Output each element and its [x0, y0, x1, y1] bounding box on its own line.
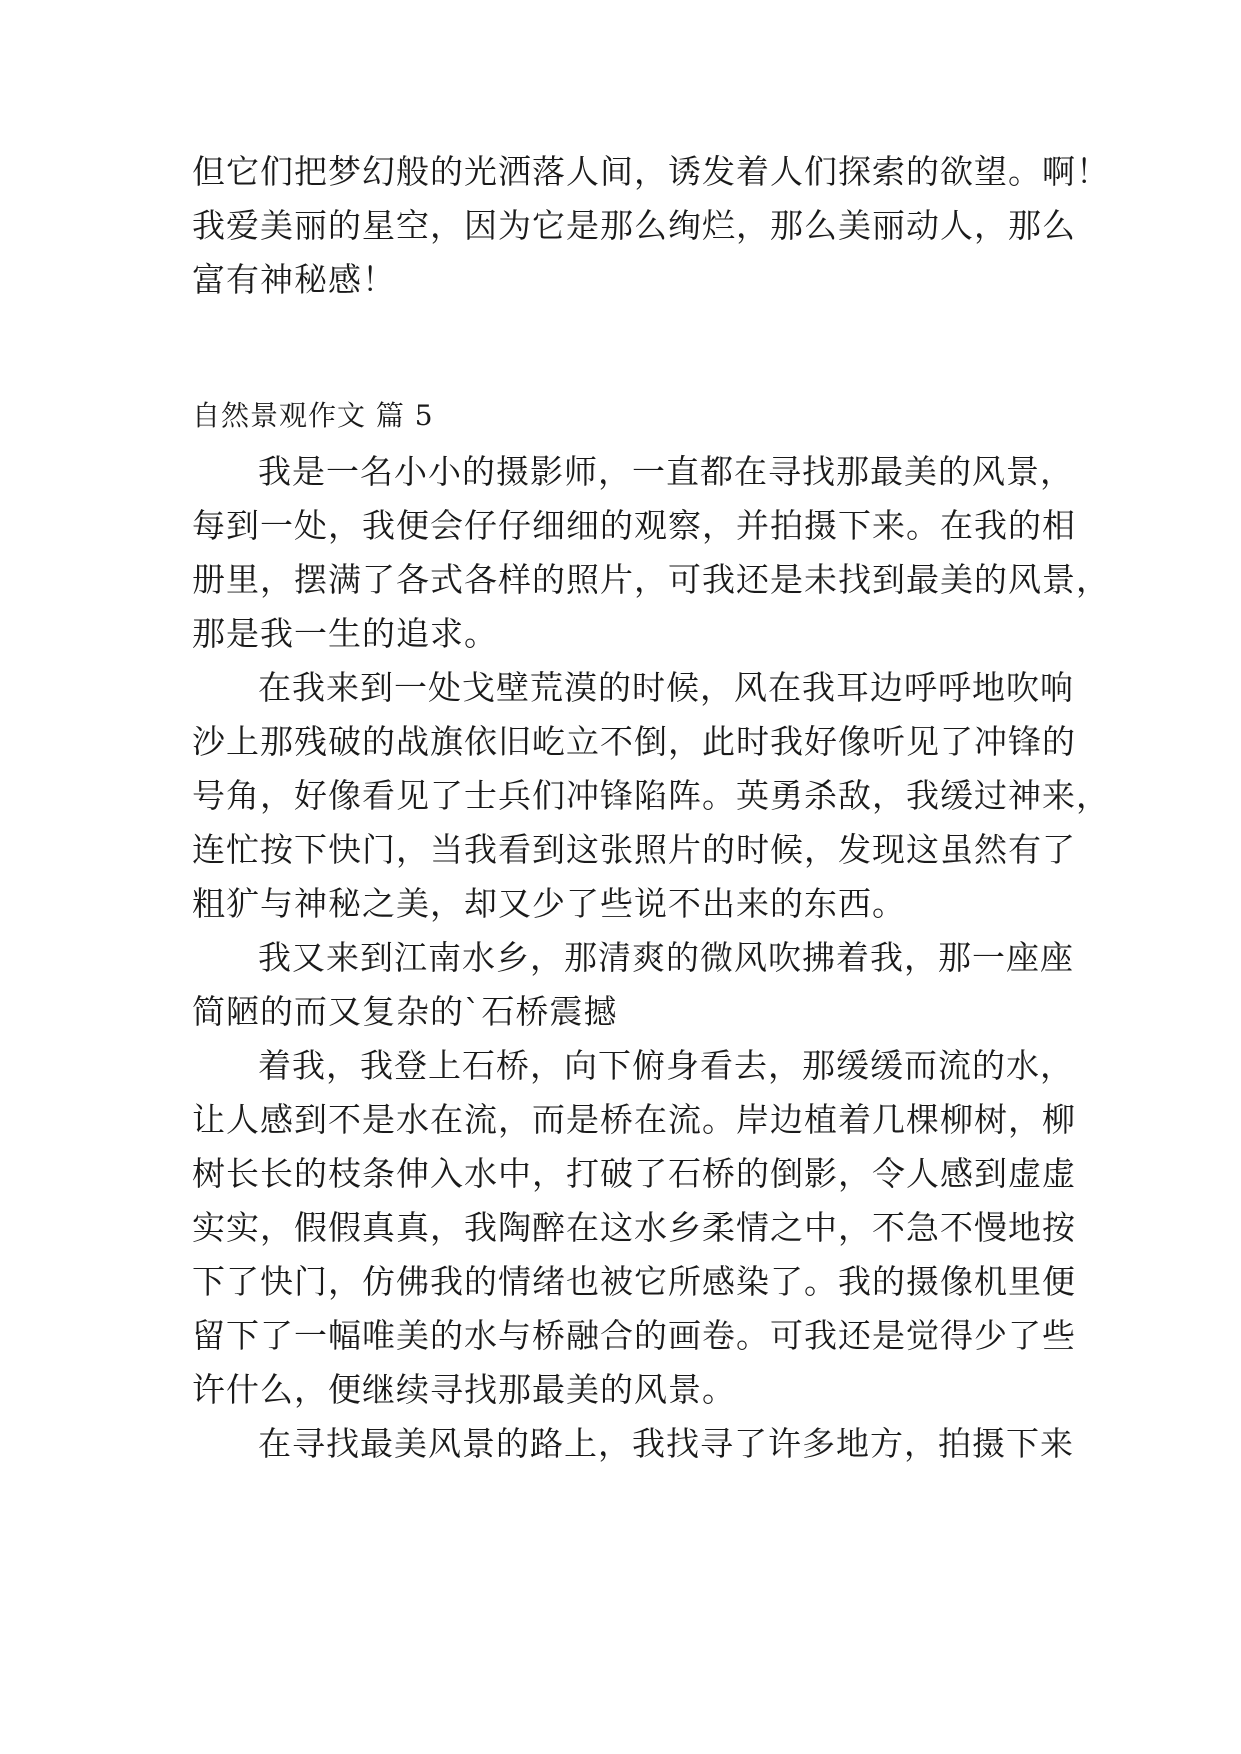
- paragraph-line: 树长长的枝条伸入水中，打破了石桥的倒影，令人感到虚虚: [192, 1154, 1076, 1193]
- paragraph-line: 号角，好像看见了士兵们冲锋陷阵。英勇杀敌，我缓过神来，: [192, 776, 1110, 815]
- section-heading: 自然景观作文 篇 5: [192, 399, 434, 432]
- paragraph-line: 在寻找最美风景的路上，我找寻了许多地方，拍摄下来: [258, 1424, 1074, 1463]
- paragraph-line: 在我来到一处戈壁荒漠的时候，风在我耳边呼呼地吹响: [258, 668, 1074, 707]
- paragraph-line: 许什么，便继续寻找那最美的风景。: [192, 1370, 736, 1409]
- paragraph-line: 下了快门，仿佛我的情绪也被它所感染了。我的摄像机里便: [192, 1262, 1076, 1301]
- paragraph-line: 连忙按下快门，当我看到这张照片的时候，发现这虽然有了: [192, 830, 1076, 869]
- paragraph-line: 着我，我登上石桥，向下俯身看去，那缓缓而流的水，: [258, 1046, 1074, 1085]
- paragraph-line: 简陋的而又复杂的`石桥震撼: [192, 992, 618, 1031]
- intro-line-2: 我爱美丽的星空，因为它是那么绚烂，那么美丽动人，那么: [192, 206, 1076, 245]
- paragraph-line: 那是我一生的追求。: [192, 614, 498, 653]
- paragraph-line: 我是一名小小的摄影师，一直都在寻找那最美的风景，: [258, 452, 1074, 491]
- paragraph-line: 粗犷与神秘之美，却又少了些说不出来的东西。: [192, 884, 906, 923]
- paragraph-line: 沙上那残破的战旗依旧屹立不倒，此时我好像听见了冲锋的: [192, 722, 1076, 761]
- intro-line-1: 但它们把梦幻般的光洒落人间，诱发着人们探索的欲望。啊！: [192, 152, 1110, 191]
- paragraph-line: 每到一处，我便会仔仔细细的观察，并拍摄下来。在我的相: [192, 506, 1076, 545]
- paragraph-line: 册里，摆满了各式各样的照片，可我还是未找到最美的风景，: [192, 560, 1110, 599]
- paragraph-line: 让人感到不是水在流，而是桥在流。岸边植着几棵柳树，柳: [192, 1100, 1076, 1139]
- intro-line-3: 富有神秘感！: [192, 260, 396, 299]
- paragraph-line: 实实，假假真真，我陶醉在这水乡柔情之中，不急不慢地按: [192, 1208, 1076, 1247]
- paragraph-line: 我又来到江南水乡，那清爽的微风吹拂着我，那一座座: [258, 938, 1074, 977]
- paragraph-line: 留下了一幅唯美的水与桥融合的画卷。可我还是觉得少了些: [192, 1316, 1076, 1355]
